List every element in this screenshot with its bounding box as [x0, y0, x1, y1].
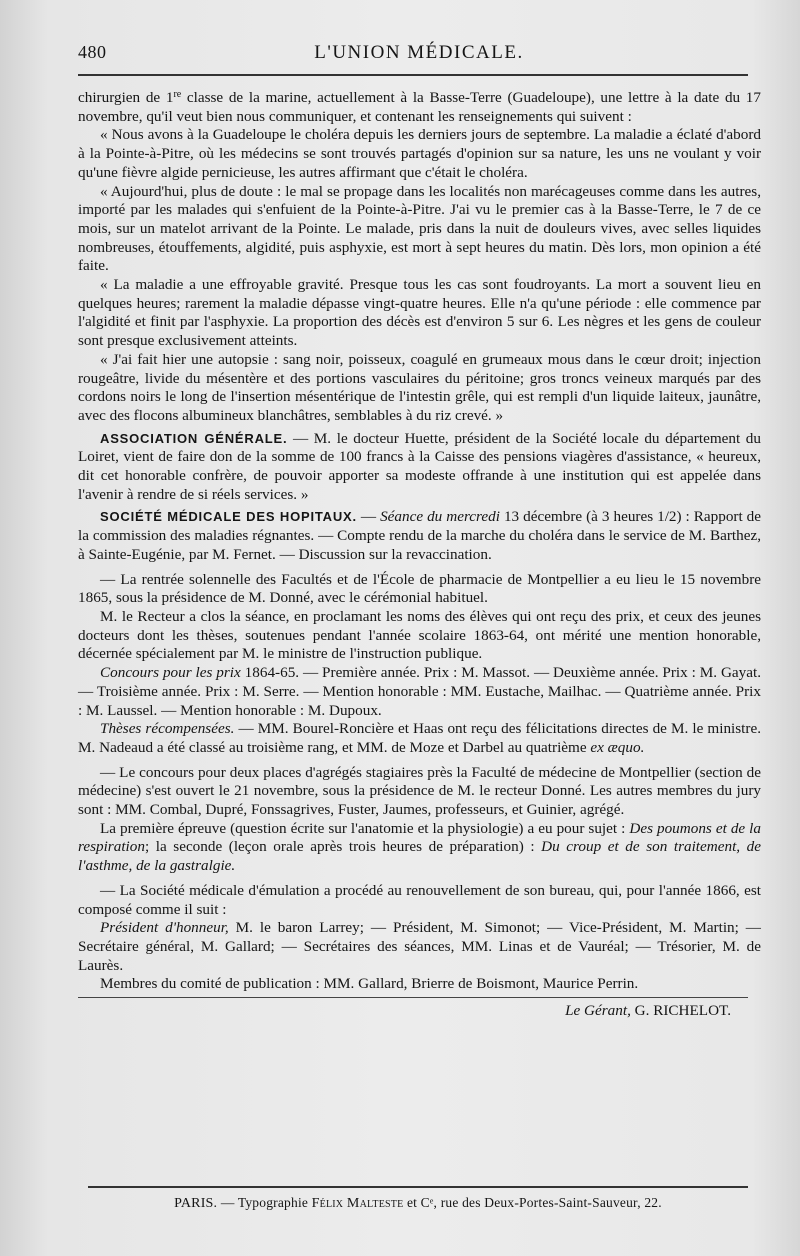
societe-heading: SOCIÉTÉ MÉDICALE DES HOPITAUX.	[100, 509, 357, 525]
printer-imprint: PARIS. — Typographie Félix Malteste et Cᵉ, rue des Deux-Portes-Saint-Sauveur, 22.	[174, 1195, 662, 1211]
letter-intro: chirurgien de 1re classe de la marine, actuellement à la Basse-Terre (Guadeloupe), une lettre à la date du 17 novembre, qu'il veut bien nous communiquer, et contenant les renseignements qui suivent :	[78, 89, 761, 125]
gerant-signature: Le Gérant, G. RICHELOT.	[565, 1002, 731, 1020]
concours-prix: Concours pour les prix 1864-65. — Première année. Prix : M. Massot. — Deuxième année. Prix : M. Gayat. — Troisième année. Prix : M. Serre. — Mention honorable : MM. Eustache, Mailhac. — Quatrième année. Prix : M. Laussel. — Mention honorable : M. Dupoux.	[78, 664, 762, 719]
footer-rule	[88, 1186, 748, 1188]
montpellier-rentree: — La rentrée solennelle des Facultés et de l'École de pharmacie de Montpellier a eu lieu le 15 novembre 1865, sous la présidence de M. Donné, avec le cérémonial habituel.	[78, 570, 761, 607]
header-rule	[78, 74, 748, 76]
article-body	[78, 86, 761, 1021]
association-heading: ASSOCIATION GÉNÉRALE.	[100, 430, 288, 446]
letter-paragraph-3: « La maladie a une effroyable gravité. Presque tous les cas sont foudroyants. La mort a souvent lieu en quelques heures; rarement la maladie dépasse vingt-quatre heures. Elle n'a qu'une période : elle commence par l'algidité et finit par l'asphyxie. La proportion des décès est d'environ 5 sur 6. Les nègres et les gens de couleur sont presque exclusivement atteints.	[78, 276, 761, 350]
signature-rule	[78, 997, 748, 998]
association-generale-notice: ASSOCIATION GÉNÉRALE. — M. le docteur Huette, président de la Société locale du département du Loiret, vient de faire don de la somme de 100 francs à la Caisse des pensions viagères d'assistance, « heureux, dit cet honorable confrère, de pouvoir apporter sa modeste offrande à une institution qui est appelée dans l'avenir à rendre de si réels services. »	[78, 429, 761, 503]
comite-publication: Membres du comité de publication : MM. Gallard, Brierre de Boismont, Maurice Perrin.	[100, 975, 639, 993]
concours-agreges: — Le concours pour deux places d'agrégés stagiaires près la Faculté de médecine de Montpellier (section de médecine) s'est ouvert le 21 novembre, sous la présidence de M. le recteur Donné. Les autres membres du jury sont : MM. Combal, Dupré, Fonssagrives, Fuster, Jaumes, professeurs, et Guinier, agrégé.	[78, 763, 761, 819]
page-number: 480	[78, 42, 107, 62]
letter-paragraph-1: « Nous avons à la Guadeloupe le choléra depuis les derniers jours de septembre. La maladie a éclaté d'abord à la Pointe-à-Pitre, où les médecins se sont trouvés partagés d'opinion sur sa nature, les uns ne voulant y voir qu'une fièvre algide pernicieuse, les autres affirmant que c'était le choléra.	[78, 126, 761, 181]
letter-paragraph-2: « Aujourd'hui, plus de doute : le mal se propage dans les localités non marécageuses comme dans les autres, importé par les malades qui s'enfuient de la Pointe-à-Pitre. J'ai vu le premier cas à la Basse-Terre, le 7 de ce mois, sur un matelot arrivant de la Pointe. Le malade, pris dans la nuit de douleurs vives, avec selles liquides nombreuses, étouffements, algidité, puis asphyxie, est mort à sept heures du matin. Dès lors, mon opinion a été faite.	[78, 182, 761, 275]
societe-medicale-notice: SOCIÉTÉ MÉDICALE DES HOPITAUX. — Séance du mercredi 13 décembre (à 3 heures 1/2) : Rapport de la commission des maladies régnantes. — Compte rendu de la marche du choléra dans le service de M. Barthez, à Sainte-Eugénie, par M. Fernet. — Discussion sur la revaccination.	[78, 508, 762, 563]
page-header	[78, 42, 760, 70]
epreuves-sujets: La première épreuve (question écrite sur l'anatomie et la physiologie) a eu pour sujet : Des poumons et de la respiration; la seconde (leçon orale après trois heures de préparation) : Du croup et de son traitement, de l'asthme, de la gastralgie.	[78, 819, 762, 875]
societe-emulation: — La Société médicale d'émulation a procédé au renouvellement de son bureau, qui, pour l'année 1866, est composé comme il suit :	[78, 881, 761, 918]
running-title: L'UNION MÉDICALE.	[314, 42, 524, 63]
theses-recompensees: Thèses récompensées. — MM. Bourel-Roncière et Haas ont reçu des félicitations directes de M. le ministre. M. Nadeaud a été classé au troisième rang, et MM. de Moze et Darbel au quatrième ex æquo.	[78, 720, 761, 756]
letter-paragraph-4: « J'ai fait hier une autopsie : sang noir, poisseux, coagulé en grumeaux mous dans le cœur droit; injection rougeâtre, livide du mésentère et des portions vasculaires du péritoine; gros troncs veineux marqués par des cordons noirs le long de l'insertion mésentérique de l'intestin grêle, qui est rempli d'un liquide laiteux, jaunâtre, avec des flocons albumineux blanchâtres, semblables à du riz crevé. »	[78, 350, 761, 424]
montpellier-recteur: M. le Recteur a clos la séance, en proclamant les noms des élèves qui ont reçu des prix, et ceux des jeunes docteurs dont les thèses, soutenues pendant l'année scolaire 1863-64, ont mérité une mention honorable, décernée spécialement par M. le ministre de l'instruction publique.	[78, 607, 761, 663]
bureau-membres: Président d'honneur, M. le baron Larrey; — Président, M. Simonot; — Vice-Président, M. Martin; — Secrétaire général, M. Gallard; — Secrétaires des séances, MM. Linas et de Vauréal; — Trésorier, M. de Laurès.	[78, 919, 761, 974]
